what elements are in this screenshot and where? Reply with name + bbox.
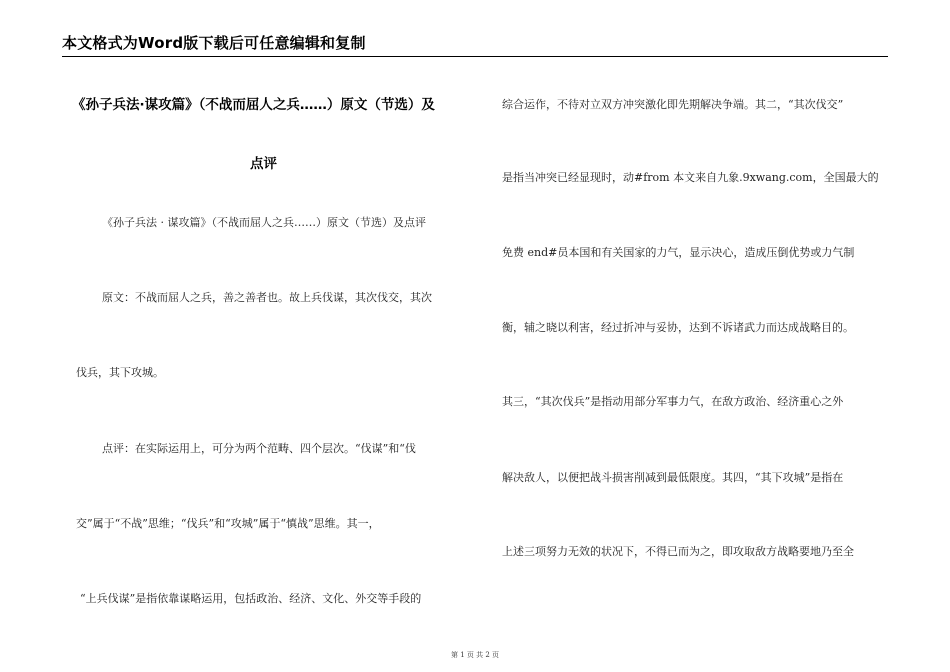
right-line: 综合运作，不待对立双方冲突激化即先期解决争端。其二，“其次伐交” <box>502 98 844 111</box>
right-line: 免费 end#员本国和有关国家的力气，显示决心，造成压倒优势或力气制 <box>502 246 855 259</box>
left-line: 伐兵，其下攻城。 <box>76 366 164 379</box>
document-title-line-2: 点评 <box>250 156 277 172</box>
document-title-line-1: 《孙子兵法·谋攻篇》（不战而屈人之兵……）原文（节选）及 <box>72 97 435 113</box>
right-line: 其三，“其次伐兵”是指动用部分军事力气，在敌方政治、经济重心之外 <box>502 395 844 408</box>
left-line: 交”属于“不战”思维；“伐兵”和“攻城”属于“慎战”思维。其一， <box>76 517 380 530</box>
left-line: “上兵伐谋”是指依靠谋略运用，包括政治、经济、文化、外交等手段的 <box>80 592 422 605</box>
right-line: 是指当冲突已经显现时，动#from 本文来自九象.9xwang.com，全国最大的 <box>502 171 879 184</box>
left-line: 《孙子兵法 · 谋攻篇》（不战而屈人之兵……）原文（节选）及点评 <box>102 216 426 229</box>
right-line: 上述三项努力无效的状况下，不得已而为之，即攻取敌方战略要地乃至全 <box>502 545 854 558</box>
left-line: 点评：在实际运用上，可分为两个范畴、四个层次。“伐谋”和“伐 <box>102 442 416 455</box>
left-line: 原文：不战而屈人之兵，善之善者也。故上兵伐谋，其次伐交，其次 <box>102 291 432 304</box>
right-line: 衡，辅之晓以利害，经过折冲与妥协，达到不诉诸武力而达成战略目的。 <box>502 321 854 334</box>
document-banner: 本文格式为Word版下载后可任意编辑和复制 <box>62 34 366 52</box>
header-rule <box>62 56 888 57</box>
right-line: 解决敌人，以便把战斗损害削减到最低限度。其四，“其下攻城”是指在 <box>502 471 844 484</box>
page-number: 第 1 页 共 2 页 <box>450 651 500 659</box>
